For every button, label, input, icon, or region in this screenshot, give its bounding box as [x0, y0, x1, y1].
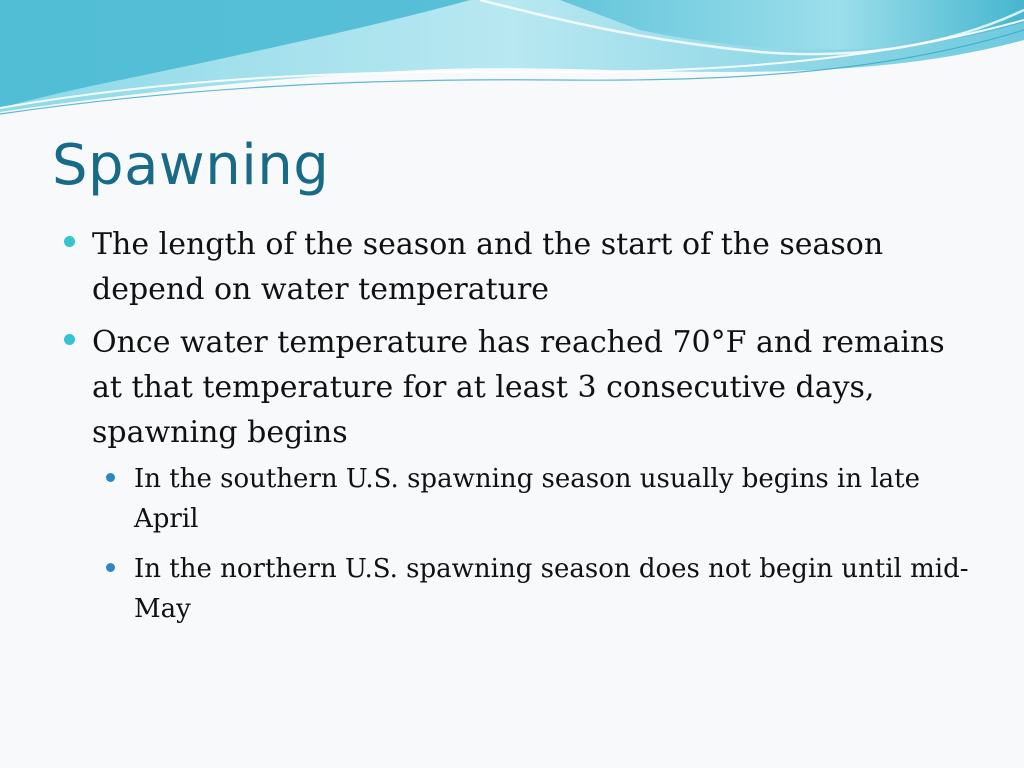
- bullet-item: [62, 320, 982, 629]
- sub-bullet-item: [92, 549, 982, 629]
- bullet-dot-icon: [64, 236, 75, 247]
- sub-bullet-item: [92, 459, 982, 539]
- bullet-text: The length of the season and the start of the season depend on water temperature: [92, 227, 884, 307]
- slide-title: Spawning: [52, 133, 330, 198]
- bullet-text: Once water temperature has reached 70°F and remains at that temperature for at least 3 consecutive days, spawning begins: [92, 325, 945, 450]
- sub-bullet-dot-icon: [106, 473, 115, 482]
- bullet-item: [62, 222, 982, 312]
- sub-bullet-dot-icon: [106, 563, 115, 572]
- bullet-dot-icon: [64, 334, 75, 345]
- header-wave-decoration: [0, 0, 1024, 130]
- sub-bullet-list: [92, 459, 982, 629]
- sub-bullet-text: In the southern U.S. spawning season usually begins in late April: [134, 464, 921, 534]
- bullet-list: [62, 222, 982, 639]
- sub-bullet-text: In the northern U.S. spawning season does not begin until mid-May: [134, 554, 969, 624]
